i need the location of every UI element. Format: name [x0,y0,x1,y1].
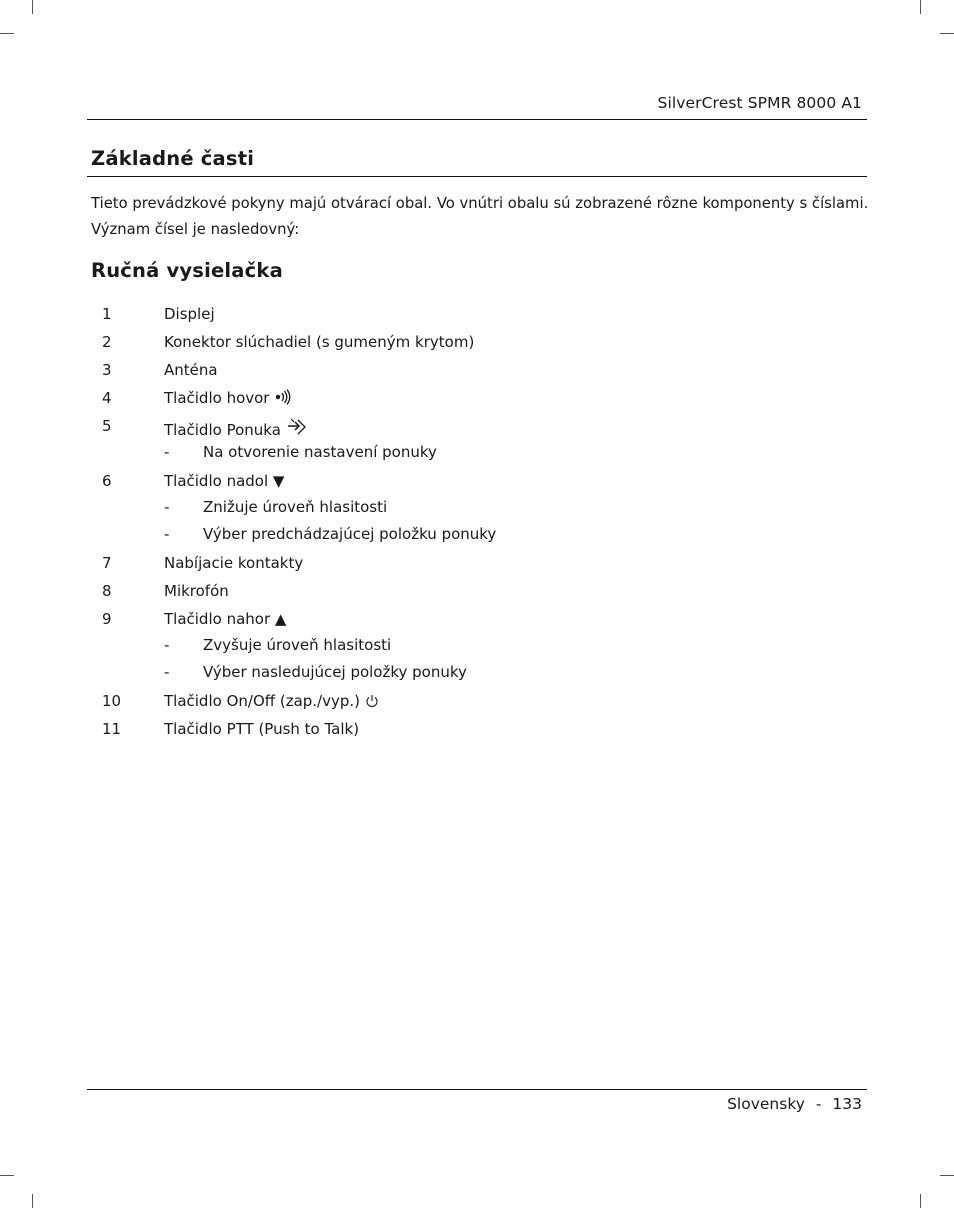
crop-mark [940,33,954,34]
item-label-text: Nabíjacie kontakty [164,554,304,572]
page-number: 133 [832,1095,862,1113]
item-label-text: Tlačidlo nadol ▼ [164,472,285,490]
item-label-text: Konektor slúchadiel (s gumeným krytom) [164,333,475,351]
item-label-text: Tlačidlo PTT (Push to Talk) [164,720,360,738]
item-number: 4 [102,389,112,407]
item-label-text: Mikrofón [164,582,229,600]
item-label-text: Tlačidlo nahor ▲ [164,610,287,628]
item-label [164,361,218,379]
item-number: 3 [102,361,112,379]
sub-item-marker: - [164,663,170,681]
footer-language: Slovensky [727,1095,805,1113]
intro-line: Tieto prevádzkové pokyny majú otvárací obal. Vo vnútri obalu sú zobrazené rôzne komponenty s číslami. [91,195,869,212]
power-icon [365,694,379,710]
subsection-title: Ručná vysielačka [91,259,283,282]
item-number: 5 [102,417,112,435]
sub-item-marker: - [164,443,170,461]
item-label [164,610,286,628]
section-title: Základné časti [91,147,255,170]
item-number: 7 [102,554,112,572]
crop-mark [0,1175,14,1176]
item-number: 2 [102,333,112,351]
item-label [164,554,303,572]
footer-rule [87,1089,867,1090]
crop-mark [920,1194,921,1208]
section-title-rule [87,176,867,177]
sub-item-marker: - [164,498,170,516]
sub-item-marker: - [164,525,170,543]
item-label [164,472,284,490]
item-number: 9 [102,610,112,628]
item-label [164,333,474,351]
item-label [164,582,229,600]
item-label-text: Tlačidlo On/Off (zap./vyp.) [164,692,361,710]
item-number: 11 [102,720,122,738]
item-label [164,305,215,323]
item-label [164,417,310,439]
sub-item-text: Zvyšuje úroveň hlasitosti [203,636,392,654]
item-label-text: Tlačidlo hovor [164,389,270,407]
crop-mark [940,1175,954,1176]
sub-item-text: Výber predchádzajúcej položku ponuky [203,525,497,543]
item-label [164,389,292,407]
crop-mark [920,0,921,14]
item-label [164,692,379,710]
header-product-name: SilverCrest SPMR 8000 A1 [657,94,862,112]
intro-paragraph [91,191,871,243]
sub-item-marker: - [164,636,170,654]
menu-arrow-icon [286,417,310,439]
call-signal-icon [274,389,292,407]
footer-separator: - [815,1095,822,1113]
crop-mark [0,33,14,34]
item-number: 8 [102,582,112,600]
crop-mark [32,0,33,14]
sub-item-text: Výber nasledujúcej položky ponuky [203,663,467,681]
item-label-text: Tlačidlo Ponuka [164,421,281,439]
header-rule [87,119,867,120]
item-label-text: Displej [164,305,215,323]
item-label [164,720,359,738]
item-number: 1 [102,305,112,323]
crop-mark [32,1194,33,1208]
sub-item-text: Na otvorenie nastavení ponuky [203,443,437,461]
footer [727,1095,862,1113]
item-label-text: Anténa [164,361,218,379]
item-number: 10 [102,692,122,710]
sub-item-text: Znižuje úroveň hlasitosti [203,498,388,516]
intro-line: Význam čísel je nasledovný: [91,221,300,238]
item-number: 6 [102,472,112,490]
